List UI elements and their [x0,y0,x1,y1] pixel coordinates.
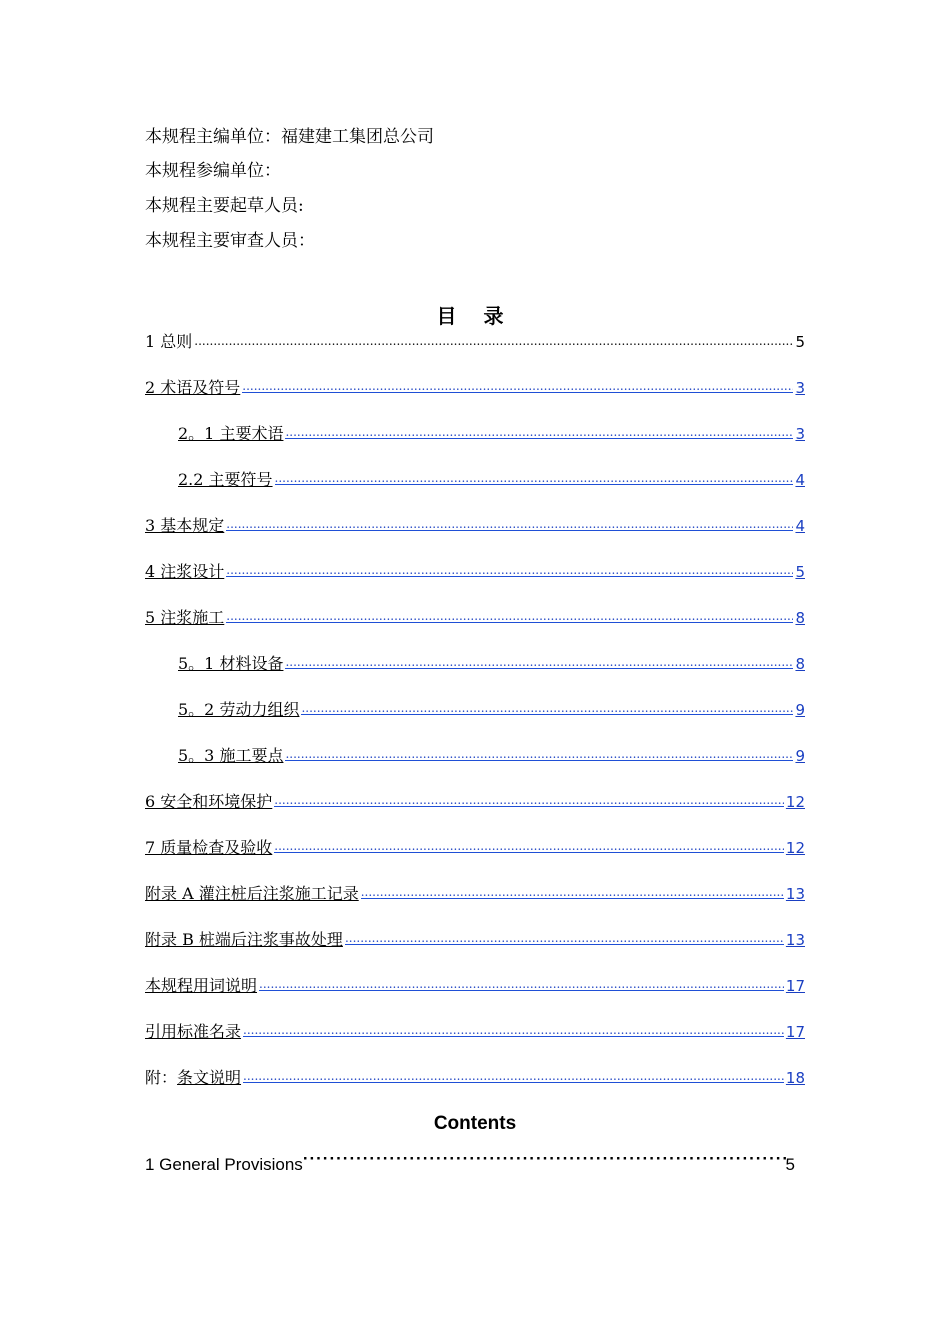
toc-entry-label: 本规程用词说明 [145,976,258,995]
toc-entry-terms-symbols[interactable] [145,377,805,399]
dot-leader [361,883,784,899]
toc-entry-label: 附录 A 灌注桩后注浆施工记录 [145,884,359,903]
dot-leader [274,837,784,853]
main-drafters: 本规程主要起草人员: [145,196,304,216]
toc-entry-page: 3 [795,425,805,443]
toc-entry-appendix-b[interactable] [145,929,805,951]
toc-entry-page: 13 [785,885,805,903]
toc-entry-label: 5。3 施工要点 [178,746,284,765]
toc-entry-page: 8 [795,655,805,673]
dot-leader [275,469,794,485]
toc-entry-label: 2。1 主要术语 [178,424,284,443]
toc-entry-page: 4 [795,517,805,535]
dot-leader [226,515,793,531]
toc-entry-page: 4 [795,471,805,489]
toc-entry-label: 2 术语及符号 [145,378,241,397]
toc-entry-construction-points[interactable] [178,745,805,767]
toc-entry-main-symbols[interactable] [178,469,805,491]
toc-entry-label: 1 总则 [145,332,193,351]
toc-entry-page: 17 [785,977,805,995]
toc-entry-label: 条文说明 [177,1068,242,1087]
main-reviewers: 本规程主要审查人员： [145,231,315,251]
toc-entry-page: 13 [785,931,805,949]
toc-entry-wording-explanation[interactable] [145,975,805,997]
participating-unit: 本规程参编单位： [145,161,281,181]
toc-entry-appendix-a[interactable] [145,883,805,905]
contents-entry-label: 1 General Provisions [145,1155,303,1174]
toc-entry-prefix: 附： [145,1068,178,1087]
toc-entry-clause-explanation[interactable] [145,1067,805,1089]
toc-entry-materials-equipment[interactable] [178,653,805,675]
dot-leader [301,699,793,715]
contents-title: Contents [433,1113,517,1134]
toc-entry-label: 5。2 劳动力组织 [178,700,300,719]
toc-entry-label: 5 注浆施工 [145,608,225,627]
contents-entry-general-provisions[interactable] [145,1152,795,1176]
toc-entry-page: 12 [785,839,805,857]
dot-leader [285,745,793,761]
dot-leader [345,929,784,945]
toc-entry-page: 8 [795,609,805,627]
toc-entry-referenced-standards[interactable] [145,1021,805,1043]
dot-leader [226,561,793,577]
toc-entry-labor-organization[interactable] [178,699,805,721]
toc-entry-page: 5 [795,563,805,581]
toc-entry-label: 3 基本规定 [145,516,225,535]
toc-title: 目 录 [436,304,514,328]
toc-entry-page: 9 [795,701,805,719]
toc-entry-label: 引用标准名录 [145,1022,242,1041]
toc-entry-page: 18 [785,1069,805,1087]
toc-entry-label: 附录 B 桩端后注浆事故处理 [145,930,343,949]
dot-leader [194,332,793,347]
toc-entry-grouting-construction[interactable] [145,607,805,629]
toc-entry-safety-environment[interactable] [145,791,805,813]
dot-leader [303,1152,786,1170]
dot-leader [243,1021,784,1037]
contents-entry-page: 5 [785,1155,795,1174]
toc-entry-label: 7 质量检查及验收 [145,838,273,857]
dot-leader [259,975,784,991]
dot-leader [243,1067,784,1083]
toc-entry-label: 2.2 主要符号 [178,470,273,489]
toc-entry-basic-provisions[interactable] [145,515,805,537]
toc-entry-page: 17 [785,1023,805,1041]
toc-entry-page: 12 [785,793,805,811]
toc-entry-quality-inspection[interactable] [145,837,805,859]
toc-entry-label: 5。1 材料设备 [178,654,284,673]
toc-entry-label: 4 注浆设计 [145,562,225,581]
toc-entry-label: 6 安全和环境保护 [145,792,273,811]
toc-entry-main-terms[interactable] [178,423,805,445]
toc-entry-grouting-design[interactable] [145,561,805,583]
dot-leader [242,377,793,393]
chief-editor-unit: 本规程主编单位：福建建工集团总公司 [145,127,434,147]
toc-entry-page: 3 [795,379,805,397]
dot-leader [285,653,793,669]
toc-entry-general[interactable] [145,331,805,353]
toc-entry-page: 9 [795,747,805,765]
dot-leader [226,607,793,623]
dot-leader [285,423,793,439]
toc-entry-page: 5 [795,333,805,351]
dot-leader [274,791,784,807]
